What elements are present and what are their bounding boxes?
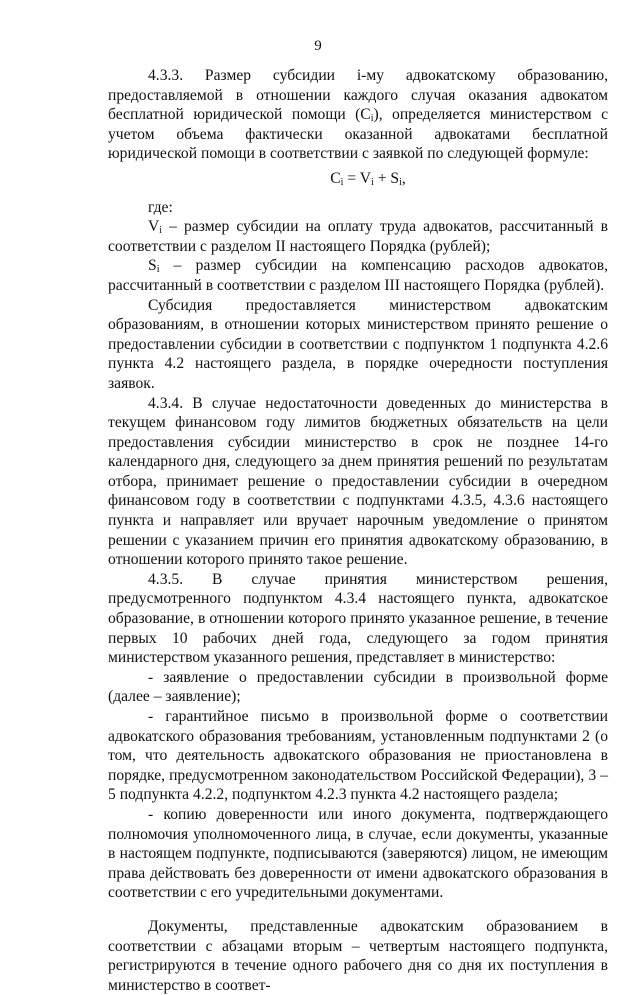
paragraph-subsidy: Субсидия предоставляется министерством адвокатским образованиям, в отношении которых министерством принято решение о предоставлении субсидии в соответствии с подпунктом 1 подпункта 4.2.6 пункта 4.2 настоящего раздела, в порядке очередности поступления заявок. bbox=[108, 296, 608, 392]
subscript-i: i bbox=[370, 113, 374, 125]
paragraph-4-3-3 bbox=[108, 66, 608, 164]
where-label: где: bbox=[148, 198, 173, 216]
list-item-application: - заявление о предоставлении субсидии в произвольной форме (далее – заявление); bbox=[108, 668, 608, 706]
definition-s bbox=[108, 256, 608, 295]
definition-s-sub: i bbox=[156, 264, 160, 276]
paragraph-4-3-3-text-a: 4.3.3. Размер субсидии i-му адвокатскому образованию, предоставляемой в отношении каждого случая оказания адвокатом бесплатной юридической помощи (C bbox=[108, 67, 608, 124]
page-number: 9 bbox=[314, 38, 322, 54]
document-body bbox=[108, 66, 608, 995]
paragraph-4-3-5: 4.3.5. В случае принятия министерством решения, предусмотренного подпунктом 4.3.4 настоящего пункта, адвокатское образование, в отношении которого принято указанное решение, в течение первых 10 рабочих дней года, следующего за годом принятия министерством указанного решения, представляет в министерство: bbox=[108, 570, 608, 667]
formula-s-sub: i bbox=[399, 176, 402, 188]
definition-v-text: – размер субсидии на оплату труда адвокатов, рассчитанный в соответствии с разделом II настоящего Порядка (рублей); bbox=[108, 218, 608, 255]
formula-v: = V bbox=[343, 169, 372, 187]
paragraph-4-3-3-text-b: ), определяется министерством с учетом объема фактически оказанной адвокатами бесплатной юридической помощи в соответствии с заявкой по следующей формуле: bbox=[108, 106, 608, 163]
formula bbox=[108, 169, 608, 189]
formula-end: , bbox=[401, 169, 406, 187]
definition-v bbox=[108, 217, 608, 256]
formula-s: + S bbox=[373, 169, 400, 187]
list-item-power-of-attorney: - копию доверенности или иного документа, подтверждающего полномочия уполномоченного лица, в случае, если документы, указанные в настоящем подпункте, подписываются (заверяются) лицом, не имеющим права действовать без доверенности от имени адвокатского образования в соответствии с его учредительными документами. bbox=[108, 805, 608, 902]
list-item-guarantee-letter: - гарантийное письмо в произвольной форме о соответствии адвокатского образования требованиям, установленным подпунктами 2 (о том, что деятельность адвокатского образования не приостановлена в порядке, предусмотренном законодательством Российской Федерации), 3 – 5 подпункта 4.2.2, подпунктом 4.2.3 пункта 4.2 настоящего раздела; bbox=[108, 708, 608, 804]
paragraph-4-3-4: 4.3.4. В случае недостаточности доведенных до министерства в текущем финансовом году лимитов бюджетных обязательств на цели предоставления субсидии министерство в срок не позднее 14-го календарного дня, следующего за днем принятия решений по результатам отбора, принимает решение о предоставлении субсидии в очередном финансовом году в соответствии с подпунктами 4.3.5, 4.3.6 настоящего пункта и направляет или вручает нарочным уведомление о принятом решении с указанием причин его принятия адвокатскому образованию, в отношении которого принято такое решение. bbox=[108, 394, 608, 569]
definition-v-sub: i bbox=[159, 225, 163, 237]
formula-v-sub: i bbox=[371, 176, 374, 188]
formula-c: C bbox=[330, 169, 341, 187]
formula-c-sub: i bbox=[340, 176, 344, 188]
paragraph-documents: Документы, представленные адвокатским образованием в соответствии с абзацами вторым – четвертым настоящего подпункта, регистрируются в течение одного рабочего дня со дня их поступления в министерство в соответ- bbox=[108, 917, 608, 994]
definition-v-symbol: V bbox=[148, 218, 160, 236]
definition-s-text: – размер субсидии на компенсацию расходов адвокатов, рассчитанный в соответствии с разделом III настоящего Порядка (рублей). bbox=[108, 257, 608, 294]
definition-s-symbol: S bbox=[148, 257, 157, 275]
